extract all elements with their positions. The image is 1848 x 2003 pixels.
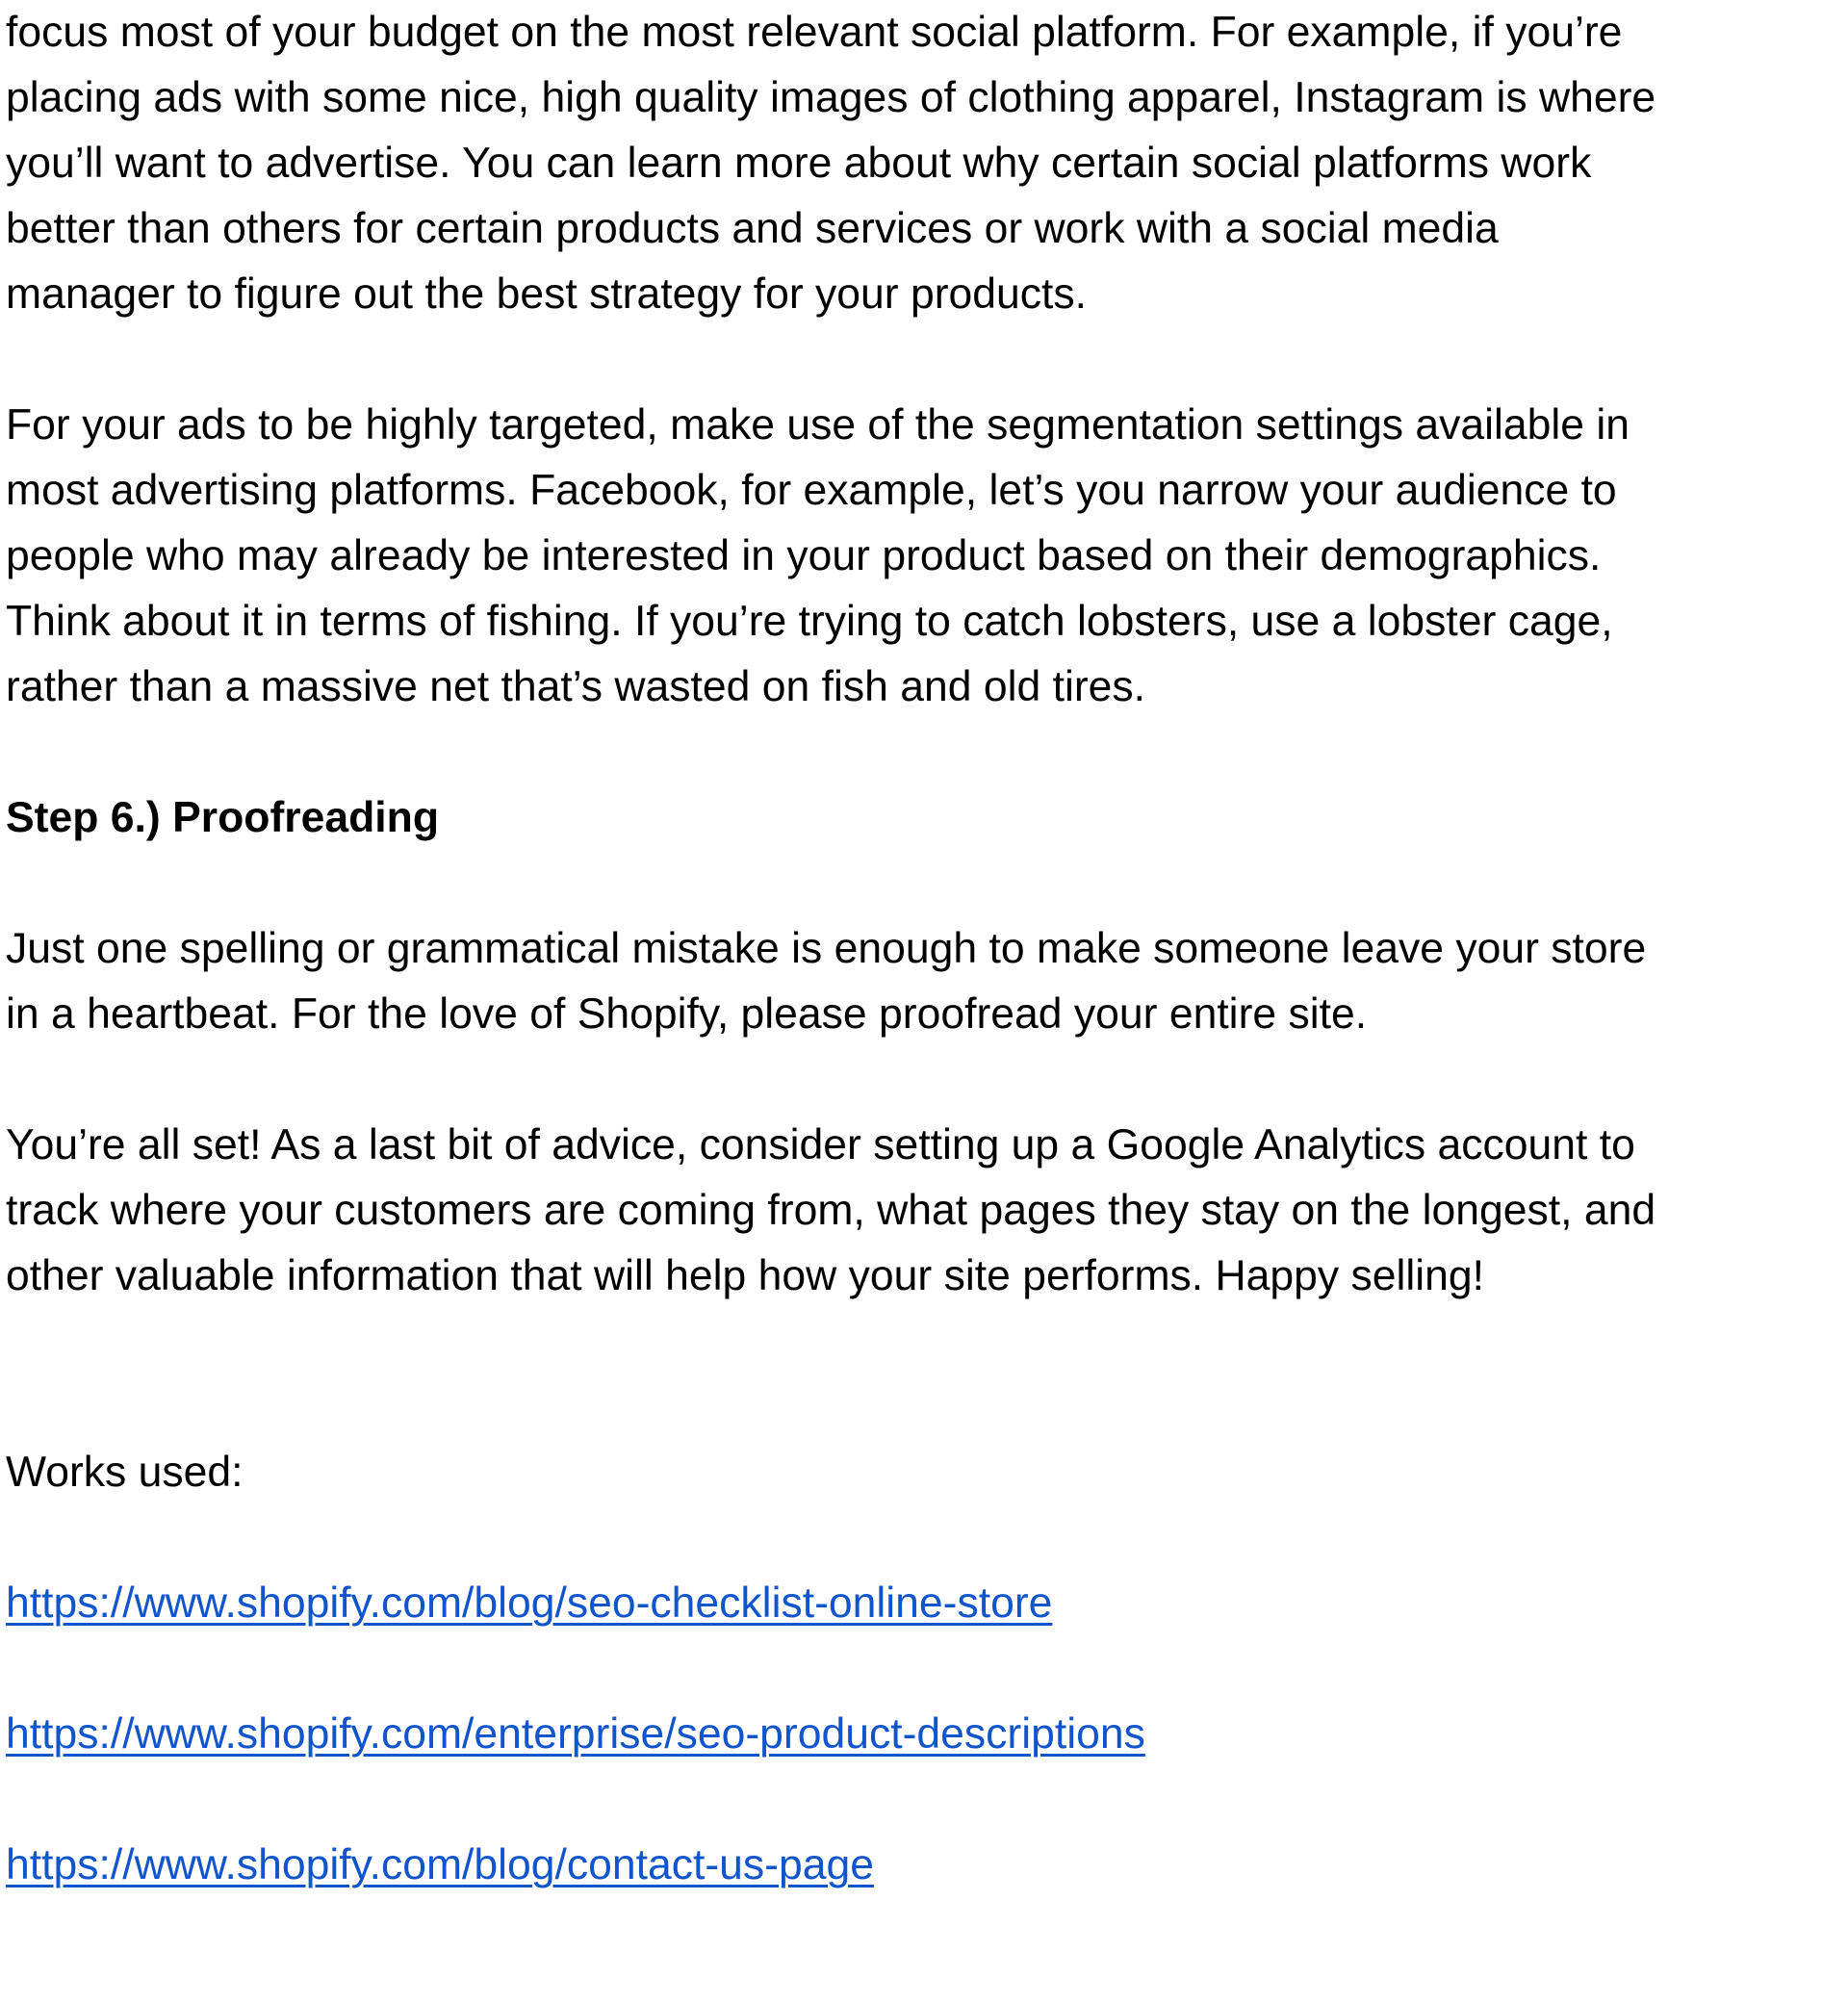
paragraph-proofreading: Just one spelling or grammatical mistake is enough to make someone leave your store in a heartbeat. For the love of Shopify, please proofread your entire site. <box>6 925 1647 1038</box>
section-spacer <box>6 1309 1839 1440</box>
paragraph-spacer <box>6 1636 1839 1702</box>
works-used-link-seo-checklist[interactable]: https://www.shopify.com/blog/seo-checklist-online-store <box>6 1579 1053 1627</box>
paragraph-spacer <box>6 851 1839 916</box>
paragraph-closing-advice: You’re all set! As a last bit of advice, consider setting up a Google Analytics account to track where your customers are coming from, what pages they stay on the longest, and other valuable information that will help how your site performs. Happy selling! <box>6 1121 1656 1299</box>
paragraph-spacer <box>6 327 1839 393</box>
paragraph-spacer <box>6 1767 1839 1833</box>
paragraph-spacer <box>6 1047 1839 1113</box>
document-body <box>6 0 1839 1898</box>
paragraph-spacer <box>6 1505 1839 1571</box>
works-used-label: Works used: <box>6 1449 244 1496</box>
works-used-link-seo-product-descriptions[interactable]: https://www.shopify.com/enterprise/seo-product-descriptions <box>6 1710 1145 1758</box>
works-used-link-contact-us-page[interactable]: https://www.shopify.com/blog/contact-us-page <box>6 1841 874 1888</box>
paragraph-spacer <box>6 720 1839 785</box>
heading-step-6: Step 6.) Proofreading <box>6 794 439 841</box>
paragraph-social-budget: focus most of your budget on the most relevant social platform. For example, if you’re placing ads with some nice, high quality images of clothing apparel, Instagram is where you’ll want to advertise. You can learn more about why certain social platforms work better than others for certain products and services or work with a social media manager to figure out the best strategy for your products. <box>6 9 1656 318</box>
paragraph-segmentation: For your ads to be highly targeted, make use of the segmentation settings available in most advertising platforms. Facebook, for example, let’s you narrow your audience to people who may already be interested in your product based on their demographics. Think about it in terms of fishing. If you’re trying to catch lobsters, use a lobster cage, rather than a massive net that’s wasted on fish and old tires. <box>6 401 1630 710</box>
